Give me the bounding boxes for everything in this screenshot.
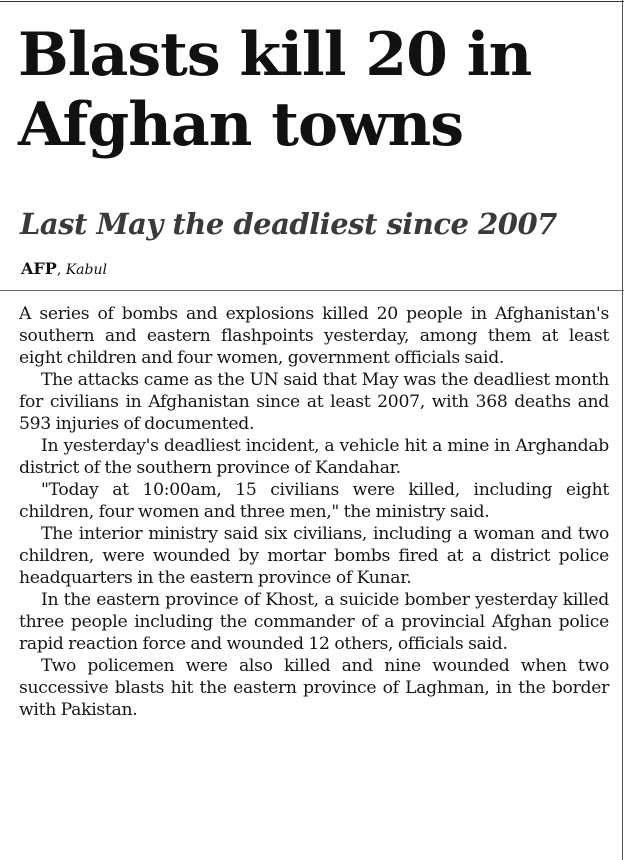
byline-location: Kabul — [65, 262, 107, 278]
body-paragraph: In the eastern province of Khost, a suicide bomber yesterday killed three people including the commander of a provincial Afghan police rapid reaction force and wounded 12 others, officials said. — [19, 590, 609, 654]
body-paragraph: Two policemen were also killed and nine wounded when two successive blasts hit the eastern province of Laghman, in the border with Pakistan. — [19, 656, 609, 720]
body-paragraph: A series of bombs and explosions killed 20 people in Afghanistan's southern and eastern flashpoints yesterday, among them at least eight children and four women, government officials said. — [19, 304, 609, 368]
article-byline — [21, 259, 107, 280]
article-headline: Blasts kill 20 in Afghan towns — [18, 20, 532, 160]
byline-separator: , — [56, 262, 66, 278]
body-paragraph: The interior ministry said six civilians, including a woman and two children, were wounded by mortar bombs fired at a district police headquarters in the eastern province of Kunar. — [19, 524, 609, 588]
article-body — [19, 303, 609, 721]
byline-divider — [0, 290, 624, 291]
body-paragraph: In yesterday's deadliest incident, a vehicle hit a mine in Arghandab district of the southern province of Kandahar. — [19, 436, 609, 478]
right-column-rule — [622, 0, 623, 860]
top-rule — [0, 1, 624, 2]
body-paragraph: The attacks came as the UN said that May was the deadliest month for civilians in Afghanistan since at least 2007, with 368 deaths and 593 injuries of documented. — [19, 370, 609, 434]
article-subheadline: Last May the deadliest since 2007 — [20, 207, 557, 241]
body-paragraph: "Today at 10:00am, 15 civilians were killed, including eight children, four women and three men," the ministry said. — [19, 480, 609, 522]
byline-agency: AFP — [21, 259, 57, 278]
